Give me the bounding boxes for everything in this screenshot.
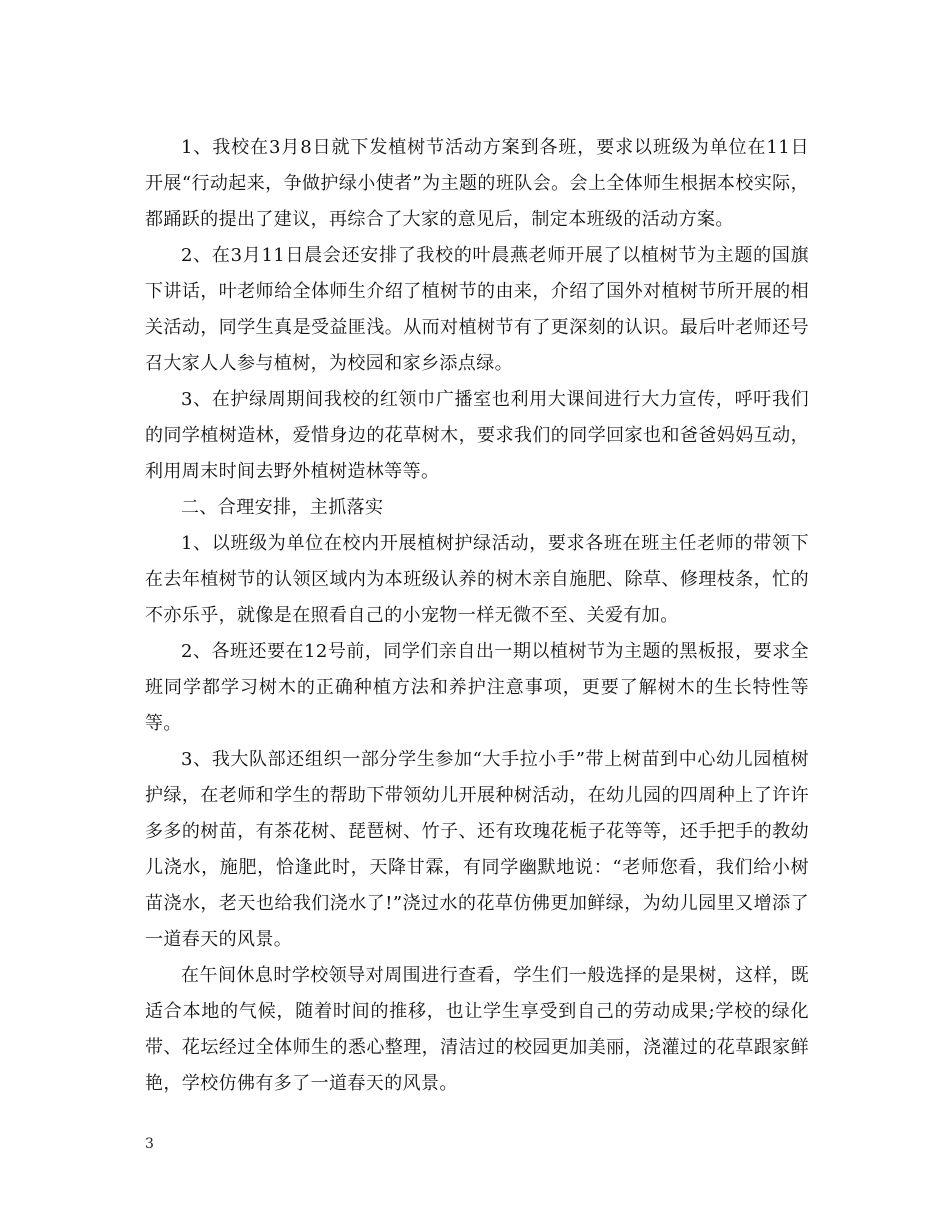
section-heading: 二、合理安排，主抓落实 [181,497,384,518]
paragraph-5: 2、各班还要在12号前，同学们亲自出一期以植树节为主题的黑板报，要求全班同学都学习树木的正确种植方法和养护注意事项，更要了解树木的生长特性等等。 [145,641,809,734]
paragraph-2: 2、在3月11日晨会还安排了我校的叶晨燕老师开展了以植树节为主题的国旗下讲话，叶老师给全体师生介绍了植树节的由来，介绍了国外对植树节所开展的相关活动，同学生真是受益匪浅。从而对植树节有了更深刻的认识。最后叶老师还号召大家人人参与植树，为校园和家乡添点绿。 [145,245,809,374]
paragraph-6: 3、我大队部还组织一部分学生参加“大手拉小手”带上树苗到中心幼儿园植树护绿，在老师和学生的帮助下带领幼儿开展种树活动，在幼儿园的四周种上了许许多多的树苗，有茶花树、琵琶树、竹子、还有玫瑰花栀子花等等，还手把手的教幼儿浇水，施肥，恰逢此时，天降甘霖，有同学幽默地说：“老师您看，我们给小树苗浇水，老天也给我们浇水了!”浇过水的花草仿佛更加鲜绿，为幼儿园里又增添了一道春天的风景。 [145,749,809,950]
document-body [145,130,809,1102]
page-number: 3 [145,1136,154,1152]
paragraph-3: 3、在护绿周期间我校的红领巾广播室也利用大课间进行大力宣传，呼吁我们的同学植树造林，爱惜身边的花草树木，要求我们的同学回家也和爸爸妈妈互动，利用周末时间去野外植树造林等等。 [145,389,809,482]
paragraph-7: 在午间休息时学校领导对周围进行查看，学生们一般选择的是果树，这样，既适合本地的气候，随着时间的推移，也让学生享受到自己的劳动成果;学校的绿化带、花坛经过全体师生的悉心整理，清洁过的校园更加美丽，浇灌过的花草跟家鲜艳，学校仿佛有多了一道春天的风景。 [145,965,809,1094]
paragraph-4: 1、以班级为单位在校内开展植树护绿活动，要求各班在班主任老师的带领下在去年植树节的认领区域内为本班级认养的树木亲自施肥、除草、修理枝条，忙的不亦乐乎，就像是在照看自己的小宠物一样无微不至、关爱有加。 [145,533,809,626]
paragraph-1: 1、我校在3月8日就下发植树节活动方案到各班，要求以班级为单位在11日开展“行动起来，争做护绿小使者”为主题的班队会。会上全体师生根据本校实际，都踊跃的提出了建议，再综合了大家的意见后，制定本班级的活动方案。 [145,137,809,230]
